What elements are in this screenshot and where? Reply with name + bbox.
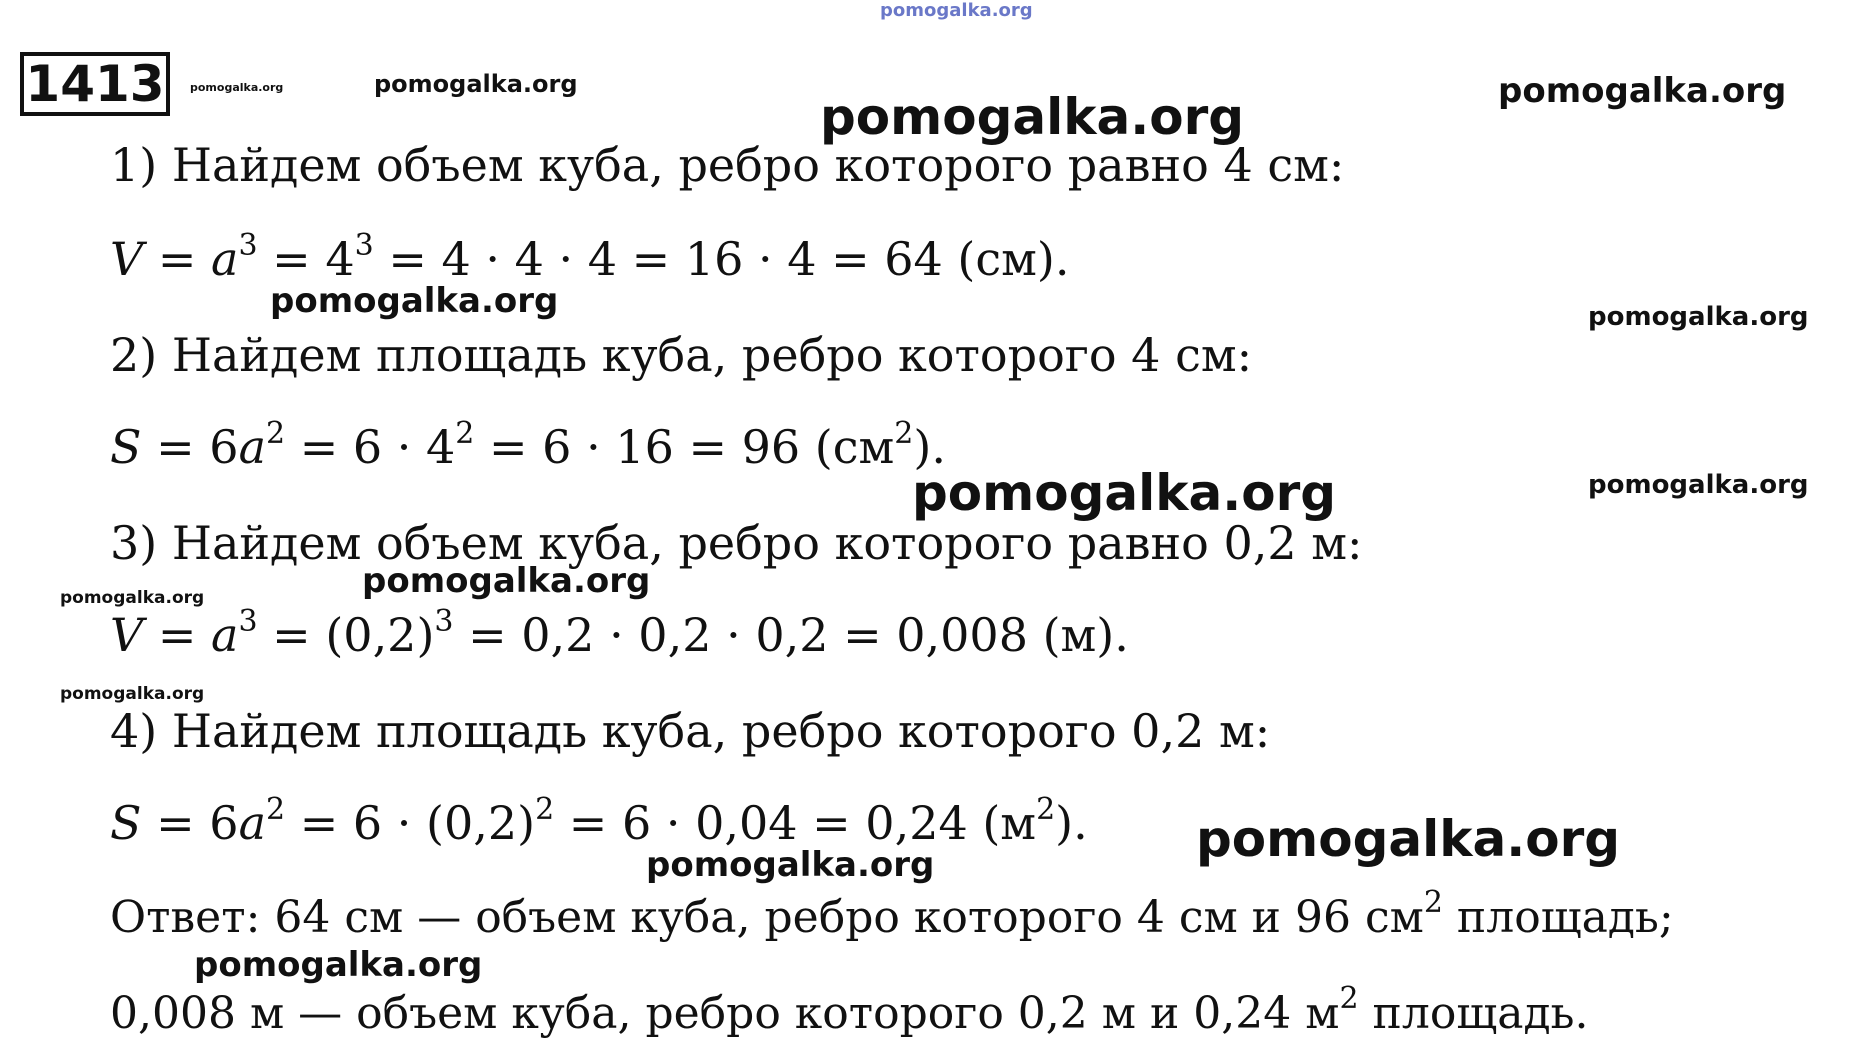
formula-variable: S [110, 420, 142, 474]
formula-part: = [143, 608, 212, 662]
formula-exponent: 2 [266, 792, 286, 827]
watermark: pomogalka.org [646, 845, 935, 885]
answer-line-2 [110, 981, 1589, 1039]
formula-variable: V [110, 232, 144, 286]
answer-exponent: 2 [1423, 885, 1443, 920]
formula-variable: a [211, 232, 239, 286]
watermark: pomogalka.org [60, 588, 205, 608]
formula-exponent: 2 [1036, 792, 1056, 827]
formula-variable: V [110, 608, 144, 662]
formula-part: = 6 [141, 796, 239, 850]
formula-exponent: 2 [535, 792, 555, 827]
step-2-text: 2) Найдем площадь куба, ребро которого 4 см: [110, 328, 1253, 382]
formula-variable: a [211, 608, 239, 662]
step-1-formula [110, 228, 1070, 286]
formula-part: = 0,2 · 0,2 · 0,2 = 0,008 (м). [453, 608, 1129, 662]
watermark: pomogalka.org [60, 684, 205, 704]
answer-text: 0,008 м — объем куба, ребро которого 0,2 м и 0,24 м [110, 988, 1340, 1039]
watermark: pomogalka.org [270, 281, 559, 321]
watermark: pomogalka.org [1588, 470, 1809, 500]
step-4-formula [110, 792, 1088, 850]
formula-exponent: 2 [455, 416, 475, 451]
formula-variable: a [238, 796, 267, 850]
formula-variable: S [110, 796, 142, 850]
formula-part: = 6 · 4 [285, 420, 456, 474]
watermark: pomogalka.org [1498, 71, 1787, 111]
formula-part: = 4 · 4 · 4 = 16 · 4 = 64 (см). [373, 232, 1070, 286]
answer-text: Ответ: 64 см — объем куба, ребро которого 4 см и 96 см [110, 892, 1424, 943]
formula-part: = [143, 232, 212, 286]
formula-part: ). [1055, 796, 1088, 850]
step-3-text: 3) Найдем объем куба, ребро которого равно 0,2 м: [110, 516, 1363, 570]
watermark: pomogalka.org [190, 81, 284, 94]
watermark: pomogalka.org [1196, 810, 1621, 868]
watermark-top: pomogalka.org [880, 0, 1033, 21]
formula-part: = (0,2) [257, 608, 435, 662]
formula-exponent: 3 [434, 604, 454, 639]
step-4-text: 4) Найдем площадь куба, ребро которого 0,2 м: [110, 704, 1271, 758]
formula-exponent: 3 [238, 604, 258, 639]
formula-exponent: 2 [266, 416, 286, 451]
step-3-formula [110, 604, 1129, 662]
formula-part: = 6 · 0,04 = 0,24 (м [554, 796, 1037, 850]
watermark: pomogalka.org [374, 70, 578, 98]
watermark: pomogalka.org [362, 561, 651, 601]
formula-exponent: 3 [354, 228, 374, 263]
watermark: pomogalka.org [1588, 302, 1809, 332]
formula-exponent: 2 [894, 416, 914, 451]
answer-exponent: 2 [1339, 981, 1359, 1016]
formula-part: = 6 · 16 = 96 (см [474, 420, 895, 474]
watermark: pomogalka.org [820, 88, 1245, 146]
watermark: pomogalka.org [194, 945, 483, 985]
answer-text: площадь; [1442, 892, 1674, 943]
formula-variable: a [238, 420, 267, 474]
answer-text: площадь. [1358, 988, 1589, 1039]
formula-part: = 6 [141, 420, 239, 474]
watermark: pomogalka.org [912, 464, 1337, 522]
formula-exponent: 3 [238, 228, 258, 263]
formula-part: = 4 [257, 232, 355, 286]
step-1-text: 1) Найдем объем куба, ребро которого равно 4 см: [110, 138, 1345, 192]
formula-part: = 6 · (0,2) [285, 796, 536, 850]
formula-part: ). [913, 420, 946, 474]
step-2-formula [110, 416, 946, 474]
problem-number: 1413 [20, 52, 170, 116]
answer-line-1 [110, 885, 1674, 943]
